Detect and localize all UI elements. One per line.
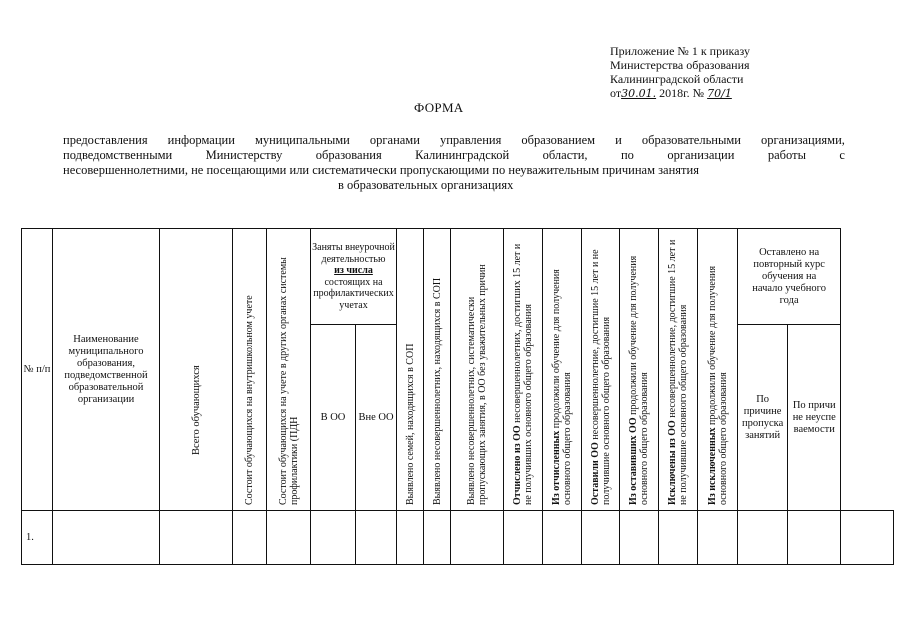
table-cell	[620, 511, 659, 565]
description-word: подведомственными	[63, 148, 173, 162]
header-minors-sop: Выявлено несовершеннолетних, находящихся в СОП	[424, 229, 451, 511]
description-word: информации	[167, 133, 235, 147]
table-cell	[53, 511, 160, 565]
description-word: образования	[315, 148, 382, 162]
description-word: Министерству	[205, 148, 283, 162]
header-skipping: Выявлено несовершеннолетних, систематически пропускающих занятия, в ОО без уважительных причин	[451, 229, 504, 511]
header-expelled: Отчислено из ОО несовершеннолетних, достигших 15 лет и не получивших основного общего образования	[504, 229, 543, 511]
description-word: области,	[542, 148, 588, 162]
appendix-line-2: Министерства образования	[610, 58, 750, 72]
description-word: образованием	[521, 133, 596, 147]
year-label: 2018г. №	[659, 86, 705, 100]
table-cell	[582, 511, 620, 565]
table-cell	[160, 511, 233, 565]
table-cell	[841, 511, 894, 565]
description-word: муниципальными	[254, 133, 350, 147]
form-title: ФОРМА	[414, 100, 464, 115]
header-from-excluded: Из исключенных продолжили обучение для получения основного общего образования	[698, 229, 738, 511]
description-line-3: несовершеннолетними, не посещающими или систематически пропускающими по неуважительным причинам занятия	[63, 163, 699, 177]
header-num: № п/п	[22, 229, 53, 511]
appendix-line-3: Калининградской области	[610, 72, 744, 86]
header-left: Оставили ОО несовершеннолетние, достигшие 15 лет и не получившие основного общего образования	[582, 229, 620, 511]
description-word: предоставления	[63, 133, 148, 147]
description-word: работы	[767, 148, 806, 162]
report-table	[21, 228, 894, 565]
date-prefix: от	[610, 86, 622, 100]
table-cell	[698, 511, 738, 565]
table-cell	[659, 511, 698, 565]
appendix-line-1: Приложение № 1 к приказу	[610, 44, 750, 58]
description-word: управления	[439, 133, 502, 147]
table-cell	[451, 511, 504, 565]
description-word: органами	[369, 133, 420, 147]
table-cell	[397, 511, 424, 565]
table-cell	[738, 511, 788, 565]
header-in-oo: В ОО	[311, 325, 356, 511]
header-from-expelled: Из отчисленных продолжили обучение для получения основного общего образования	[543, 229, 582, 511]
description-word: организациями,	[761, 133, 845, 147]
table-cell	[788, 511, 841, 565]
header-internal-registry: Состоит обучающихся на внутришкольном учете	[233, 229, 267, 511]
description-line-1	[63, 133, 845, 148]
description-word: по	[620, 148, 634, 162]
form-description	[63, 133, 845, 193]
description-word: образовательными	[641, 133, 741, 147]
table-cell	[267, 511, 311, 565]
description-line-4: в образовательных организациях	[338, 178, 514, 192]
description-word: Калининградской	[415, 148, 510, 162]
header-repeat-fail: По причине неуспеваемости	[788, 325, 841, 511]
header-name: Наименование муниципального образования, подведомственной образовательной организации	[53, 229, 160, 511]
appendix-date-line	[610, 86, 750, 101]
header-total: Всего обучающихся	[160, 229, 233, 511]
appendix-block	[610, 44, 750, 101]
handwritten-number: 70/1	[707, 87, 732, 100]
header-from-left: Из оставивших ОО продолжили обучение для получения основного общего образования	[620, 229, 659, 511]
table-cell	[543, 511, 582, 565]
table-cell	[233, 511, 267, 565]
row-number-cell: 1.	[22, 511, 53, 565]
header-repeat-course: Оставлено на повторный курс обучения на начало учебного года	[738, 229, 841, 325]
table-cell	[356, 511, 397, 565]
header-families-sop: Выявлено семей, находящихся в СОП	[397, 229, 424, 511]
header-out-oo: Вне ОО	[356, 325, 397, 511]
header-external-registry: Состоит обучающихся на учете в других органах системы профилактики (ПДН	[267, 229, 311, 511]
table-cell	[311, 511, 356, 565]
table-cell	[424, 511, 451, 565]
table-row	[22, 511, 894, 565]
table-cell	[504, 511, 543, 565]
description-word: с	[839, 148, 845, 162]
description-word: организации	[667, 148, 735, 162]
header-excluded: Исключены из ОО несовершеннолетние, достигшие 15 лет и не получившие основного общего образования	[659, 229, 698, 511]
description-line-2	[63, 148, 845, 163]
header-repeat-skip: По причине пропуска занятий	[738, 325, 788, 511]
header-extracurricular: Заняты внеурочной деятельностью из числа состоящих на профилактических учетах	[311, 229, 397, 325]
handwritten-date: 30.01.	[621, 87, 657, 100]
description-word: и	[615, 133, 622, 147]
